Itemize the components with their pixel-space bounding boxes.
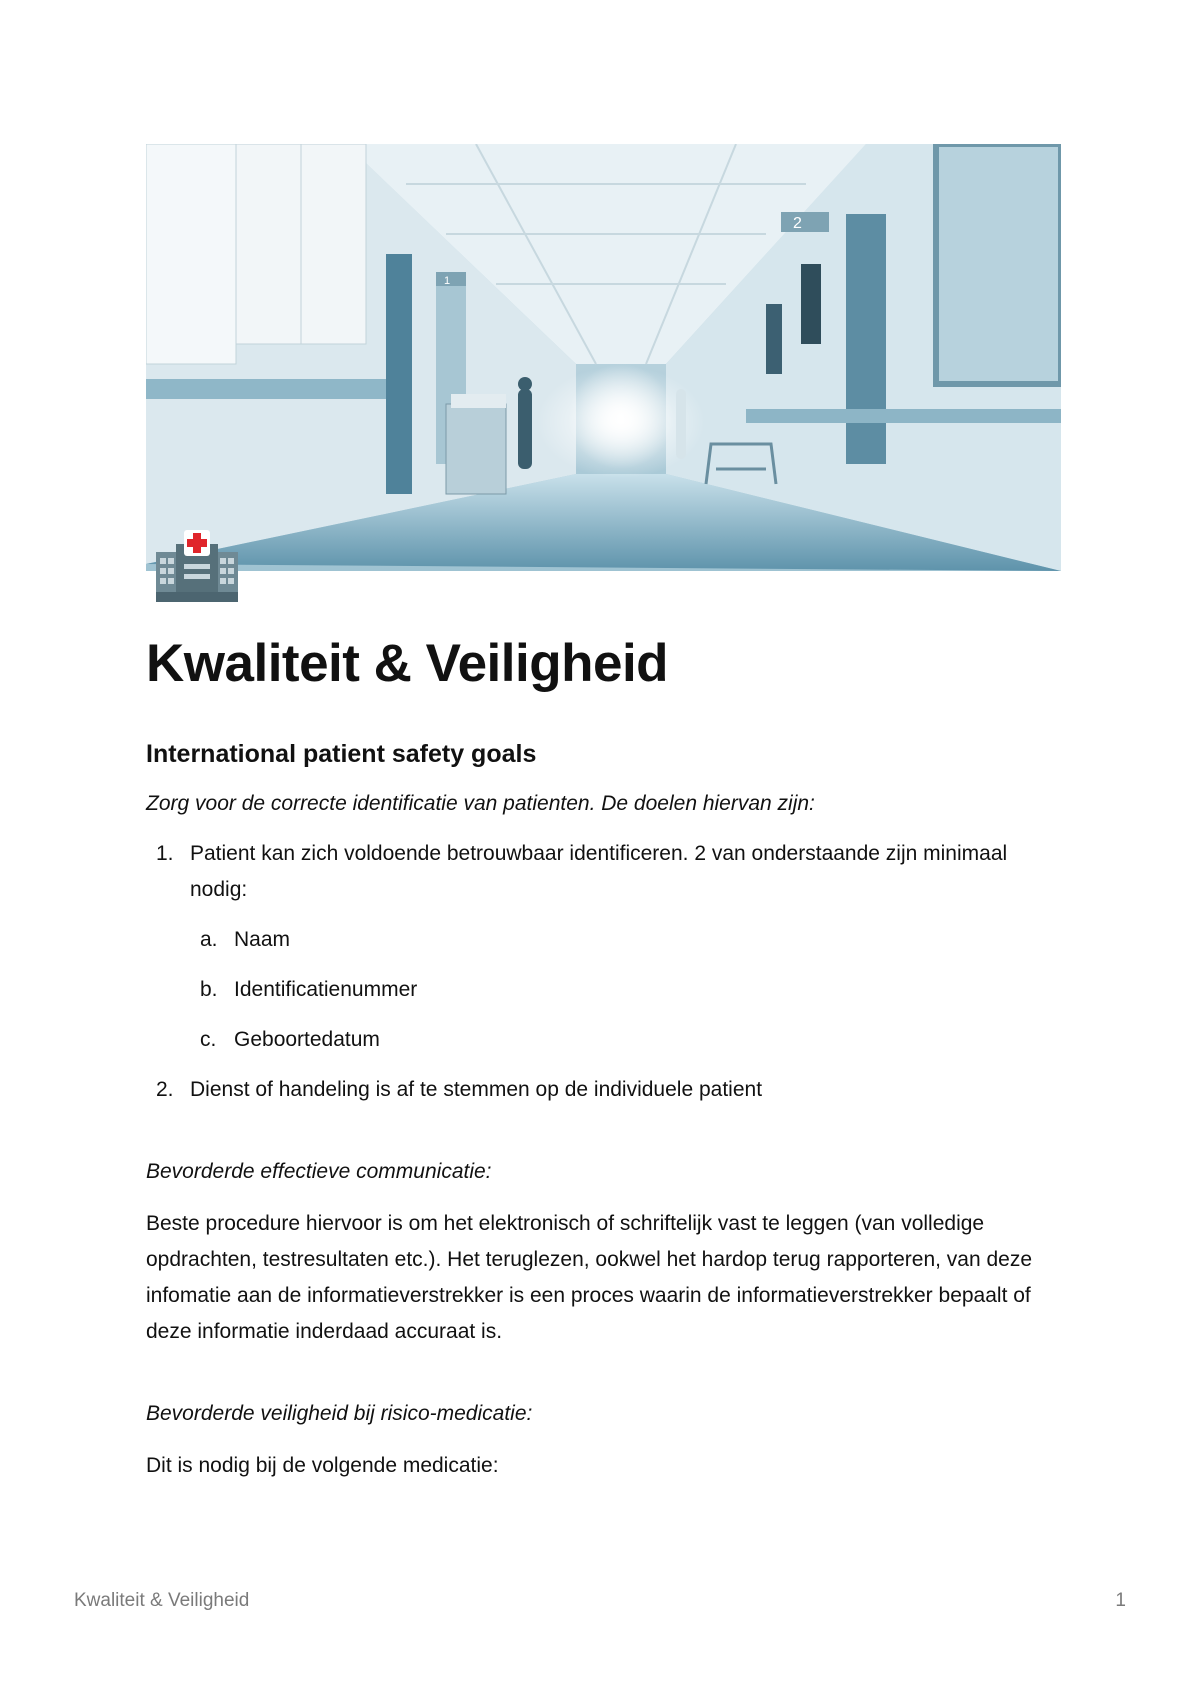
medication-heading: Bevorderde veiligheid bij risico-medicatie: [146,1402,533,1425]
corridor-sign-right: 2 [793,215,802,232]
list-item-text: Patient kan zich voldoende betrouwbaar identificeren. 2 van onderstaande zijn minimaal nodig: [190,842,1008,901]
goals-list [146,836,1061,1108]
communication-heading: Bevorderde effectieve communicatie: [146,1160,492,1183]
sublist [190,922,1061,1058]
sublist-letter: a. [200,928,218,951]
document-content [146,632,1061,1484]
footer-page-number: 1 [1115,1590,1126,1611]
cover-image-hospital-corridor [146,144,1061,571]
medication-body: Dit is nodig bij de volgende medicatie: [146,1454,499,1477]
hospital-building-icon [156,530,238,612]
intro-text: Zorg voor de correcte identificatie van patienten. De doelen hiervan zijn: [146,792,815,815]
sublist-item-text: Identificatienummer [234,978,418,1001]
list-number: 1. [156,842,174,865]
sublist-letter: c. [200,1028,217,1051]
sublist-letter: b. [200,978,218,1001]
list-item [146,1072,1061,1108]
footer-title: Kwaliteit & Veiligheid [74,1590,250,1611]
sublist-item-text: Geboortedatum [234,1028,380,1051]
document-title: Kwaliteit & Veiligheid [146,634,669,693]
list-number: 2. [156,1078,174,1101]
list-item [146,836,1061,1058]
sublist-item [190,922,1061,958]
corridor-sign-left: 1 [444,275,451,287]
list-item-text: Dienst of handeling is af te stemmen op de individuele patient [190,1078,763,1101]
sublist-item [190,1022,1061,1058]
section-heading-patient-safety-goals: International patient safety goals [146,740,537,768]
sublist-item-text: Naam [234,928,291,951]
communication-body: Beste procedure hiervoor is om het elektronisch of schriftelijk vast te leggen (van volledige opdrachten, testresultaten etc.). Het teruglezen, ookwel het hardop terug rapporteren, van deze infomatie aan de informatieverstrekker is een proces waarin de informatieverstrekker bepaalt of deze informatie inderdaad accuraat is. [146,1212,1033,1343]
sublist-item [190,972,1061,1008]
